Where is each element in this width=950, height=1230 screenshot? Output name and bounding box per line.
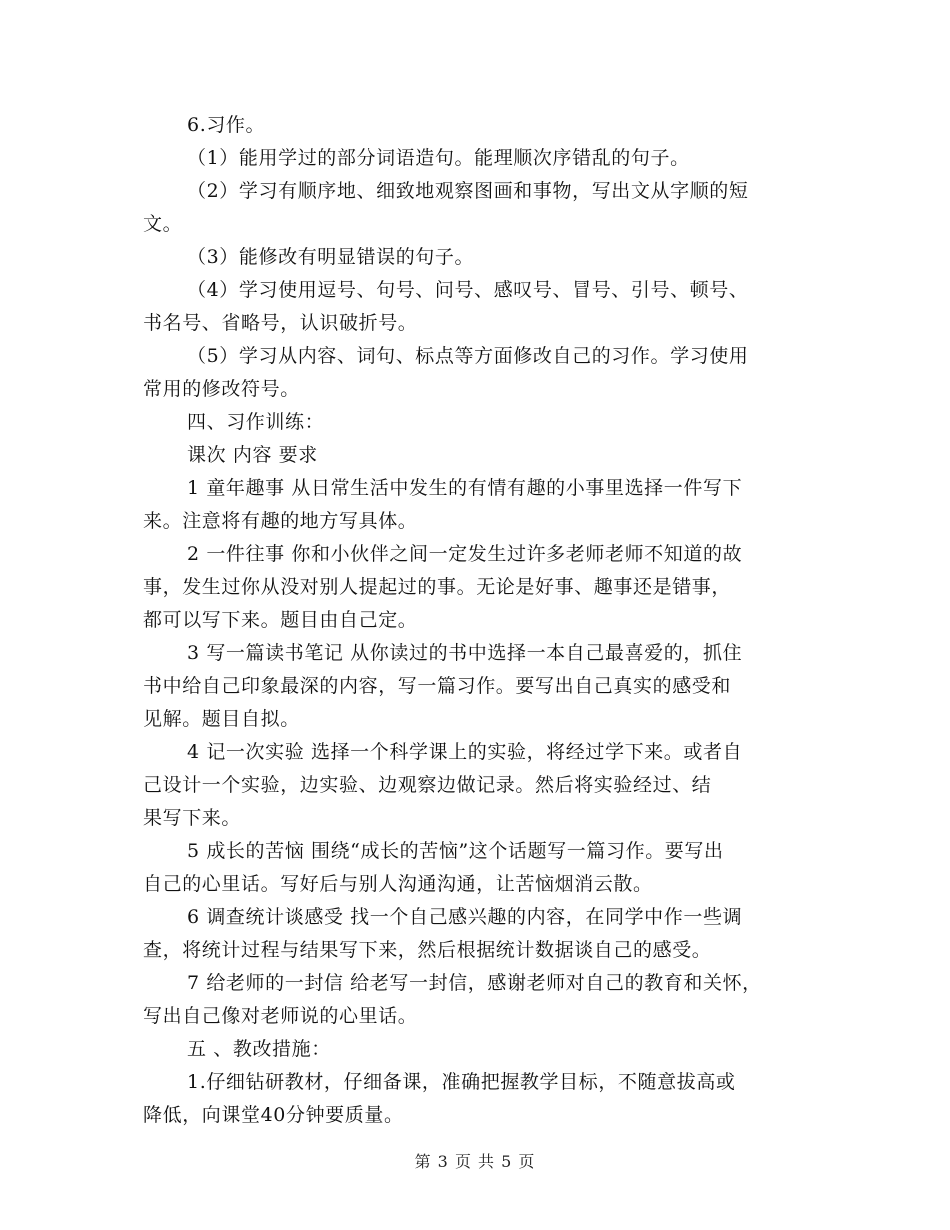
text-line: 见解。题目自拟。 bbox=[143, 708, 300, 730]
text-line: 6 调查统计谈感受 找一个自己感兴趣的内容，在同学中作一些调 bbox=[187, 906, 743, 928]
text-line: 自己的心里话。写好后与别人沟通沟通，让苦恼烟消云散。 bbox=[143, 873, 653, 895]
text-line: （5）学习从内容、词句、标点等方面修改自己的习作。学习使用 bbox=[187, 345, 749, 367]
text-line: （2）学习有顺序地、细致地观察图画和事物，写出文从字顺的短 bbox=[187, 180, 749, 202]
text-line: （3）能修改有明显错误的句子。 bbox=[187, 246, 475, 268]
section-heading: 五 、教改措施： bbox=[187, 1038, 331, 1060]
text-line: 5 成长的苦恼 围绕“成长的苦恼”这个话题写一篇习作。要写出 bbox=[187, 840, 724, 862]
page-number-footer: 第 3 页 共 5 页 bbox=[414, 1152, 536, 1171]
text-line: 写出自己像对老师说的心里话。 bbox=[143, 1005, 418, 1027]
text-line: 降低，向课堂40分钟要质量。 bbox=[143, 1104, 404, 1126]
text-line: 都可以写下来。题目由自己定。 bbox=[143, 609, 418, 631]
text-line: 6.习作。 bbox=[187, 114, 266, 136]
text-line: （4）学习使用逗号、句号、问号、感叹号、冒号、引号、顿号、 bbox=[187, 279, 749, 301]
text-line: 1 童年趣事 从日常生活中发生的有情有趣的小事里选择一件写下 bbox=[187, 477, 743, 499]
text-line: 文。 bbox=[143, 213, 183, 235]
text-line: 事，发生过你从没对别人提起过的事。无论是好事、趣事还是错事， bbox=[143, 576, 732, 598]
text-line: 己设计一个实验，边实验、边观察边做记录。然后将实验经过、结 bbox=[143, 774, 712, 796]
text-line: （1）能用学过的部分词语造句。能理顺次序错乱的句子。 bbox=[187, 147, 690, 169]
text-line: 2 一件往事 你和小伙伴之间一定发生过许多老师老师不知道的故 bbox=[187, 543, 743, 565]
text-line: 3 写一篇读书笔记 从你读过的书中选择一本自己最喜爱的，抓住 bbox=[187, 642, 743, 664]
text-line: 4 记一次实验 选择一个科学课上的实验，将经过学下来。或者自 bbox=[187, 741, 743, 763]
text-line: 书名号、省略号，认识破折号。 bbox=[143, 312, 418, 334]
text-line: 7 给老师的一封信 给老写一封信，感谢老师对自己的教育和关怀， bbox=[187, 972, 762, 994]
text-line: 常用的修改符号。 bbox=[143, 378, 300, 400]
table-header: 课次 内容 要求 bbox=[187, 444, 318, 466]
text-line: 来。注意将有趣的地方写具体。 bbox=[143, 510, 418, 532]
text-line: 书中给自己印象最深的内容，写一篇习作。要写出自己真实的感受和 bbox=[143, 675, 732, 697]
text-line: 查，将统计过程与结果写下来，然后根据统计数据谈自己的感受。 bbox=[143, 939, 712, 961]
text-line: 果写下来。 bbox=[143, 807, 242, 829]
section-heading: 四、习作训练： bbox=[187, 411, 325, 433]
text-line: 1.仔细钻研教材，仔细备课，准确把握教学目标，不随意拔高或 bbox=[187, 1071, 736, 1093]
